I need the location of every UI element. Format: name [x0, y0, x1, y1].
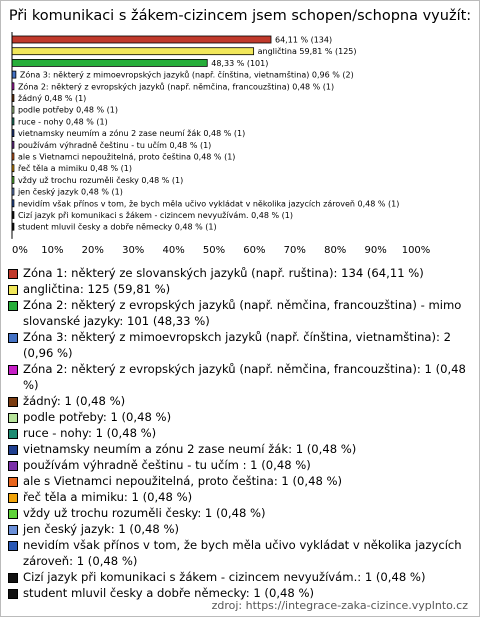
bar-3 [12, 59, 207, 66]
legend-item-5 [8, 361, 474, 393]
legend-item-15 [8, 537, 474, 569]
bar-4 [12, 71, 16, 78]
legend-label: student mluvil česky a dobře německy: 1 (0,48 %) [23, 586, 314, 600]
bar-label-12: řeč těla a mimiku 0,48 % (1) [17, 164, 132, 174]
legend-swatch [8, 285, 18, 295]
x-tick-label: 10% [41, 244, 64, 256]
legend-swatch [8, 509, 18, 519]
legend-swatch [8, 493, 18, 503]
x-tick-label: 30% [122, 244, 145, 256]
x-tick-label: 0% [12, 244, 28, 256]
bar-label-3: 48,33 % (101) [211, 58, 269, 68]
bar-label-11: ale s Vietnamci nepoužitelná, proto čeština 0,48 % (1) [17, 152, 236, 162]
chart-legend [8, 265, 474, 601]
legend-swatch [8, 477, 18, 487]
legend-swatch [8, 365, 18, 375]
legend-label: podle potřeby: 1 (0,48 %) [23, 410, 172, 424]
bar-label-15: nevidím však přínos v tom, že bych měla učivo vykládat v několika jazycích zároveň 0,48 % (1) [17, 199, 400, 209]
legend-item-7 [8, 409, 474, 425]
legend-label: vždy už trochu rozuměli česky: 1 (0,48 %) [23, 506, 266, 520]
legend-label: Cizí jazyk při komunikaci s žákem - cizincem nevyužívám.: 1 (0,48 %) [23, 570, 426, 584]
legend-label: Zóna 3: některý z mimoevropskch jazyků (např. čínština, vietnamština): 2 (0,96 %) [23, 330, 452, 360]
x-tick-label: 70% [283, 244, 306, 256]
x-tick-label: 50% [202, 244, 226, 256]
legend-swatch [8, 525, 18, 535]
legend-swatch [8, 589, 18, 599]
legend-swatch [8, 269, 18, 279]
chart-title: Při komunikaci s žákem-cizincem jsem schopen/schopna využít: [8, 8, 472, 24]
legend-item-4 [8, 329, 474, 361]
bar-label-9: vietnamsky neumím a zónu 2 zase neumí žák 0,48 % (1) [17, 129, 246, 139]
legend-item-14 [8, 521, 474, 537]
legend-label: vietnamsky neumím a zónu 2 zase neumí žák: 1 (0,48 %) [23, 442, 357, 456]
legend-label: řeč těla a mimiku: 1 (0,48 %) [23, 490, 193, 504]
legend-swatch [8, 541, 18, 551]
legend-swatch [8, 461, 18, 471]
legend-item-9 [8, 441, 474, 457]
legend-item-3 [8, 297, 474, 329]
legend-label: angličtina: 125 (59,81 %) [23, 282, 171, 296]
bar-label-14: jen český jazyk 0,48 % (1) [17, 187, 123, 197]
legend-item-8 [8, 425, 474, 441]
bar-label-2: angličtina 59,81 % (125) [257, 47, 357, 57]
legend-item-12 [8, 489, 474, 505]
legend-item-2 [8, 281, 474, 297]
legend-swatch [8, 301, 18, 311]
legend-label: jen český jazyk: 1 (0,48 %) [23, 522, 179, 536]
legend-label: ale s Vietnamci nepoužitelná, proto čeština: 1 (0,48 %) [23, 474, 343, 488]
legend-item-10 [8, 457, 474, 473]
bar-label-13: vždy už trochu rozuměli česky 0,48 % (1) [17, 175, 184, 185]
legend-swatch [8, 429, 18, 439]
bar-2 [12, 48, 254, 55]
legend-label: používám výhradně češtinu - tu učím : 1 (0,48 %) [23, 458, 311, 472]
bar-label-4: Zóna 3: některý z mimoevropských jazyků (např. čínština, vietnamština) 0,96 % (2) [19, 70, 354, 80]
bar-label-6: žádný 0,48 % (1) [17, 94, 87, 103]
bar-label-7: podle potřeby 0,48 % (1) [17, 105, 119, 115]
legend-item-6 [8, 393, 474, 409]
legend-swatch [8, 573, 18, 583]
legend-item-11 [8, 473, 474, 489]
bars-group [12, 36, 399, 232]
legend-label: Zóna 2: některý z evropských jazyků (např. němčina, francouzština) - mimo slovanské jazyky: 101 (48,33 %) [23, 298, 462, 328]
bar-label-17: student mluvil česky a dobře německy 0,48 % (1) [17, 222, 217, 232]
bar-label-10: používám výhradně češtinu - tu učím 0,48 % (1) [17, 140, 212, 150]
legend-label: ruce - nohy: 1 (0,48 %) [23, 426, 157, 440]
x-tick-label: 80% [324, 244, 347, 256]
bar-label-8: ruce - nohy 0,48 % (1) [17, 117, 108, 127]
legend-item-1 [8, 265, 474, 281]
bar-label-1: 64,11 % (134) [275, 35, 333, 45]
legend-label: Zóna 2: některý z evropských jazyků (např. němčina, francouzština): 1 (0,48 %) [23, 362, 466, 392]
legend-label: Zóna 1: některý ze slovanských jazyků (např. ruština): 134 (64,11 %) [23, 266, 424, 280]
x-tick-label: 20% [81, 244, 104, 256]
x-tick-label: 40% [162, 244, 185, 256]
legend-swatch [8, 397, 18, 407]
x-tick-label: 60% [243, 244, 266, 256]
legend-label: žádný: 1 (0,48 %) [23, 394, 126, 408]
bar-1 [12, 36, 271, 43]
bar-label-16: Cizí jazyk při komunikaci s žákem - cizincem nevyužívám. 0,48 % (1) [17, 211, 293, 220]
legend-item-13 [8, 505, 474, 521]
x-tick-label: 90% [364, 244, 387, 256]
legend-label: nevidím však přínos v tom, že bych měla učivo vykládat v několika jazycích zároveň: 1 (0,48 %) [23, 538, 462, 568]
bar-label-5: Zóna 2: některý z evropských jazyků (např. němčina, francouzština) 0,48 % (1) [17, 82, 335, 92]
bar-chart [0, 0, 480, 262]
legend-item-16 [8, 569, 474, 585]
legend-swatch [8, 333, 18, 343]
legend-swatch [8, 413, 18, 423]
legend-swatch [8, 445, 18, 455]
x-tick-label: 100% [401, 244, 431, 256]
source-note: zdroj: https://integrace-zaka-cizince.vyplnto.cz [211, 599, 468, 612]
